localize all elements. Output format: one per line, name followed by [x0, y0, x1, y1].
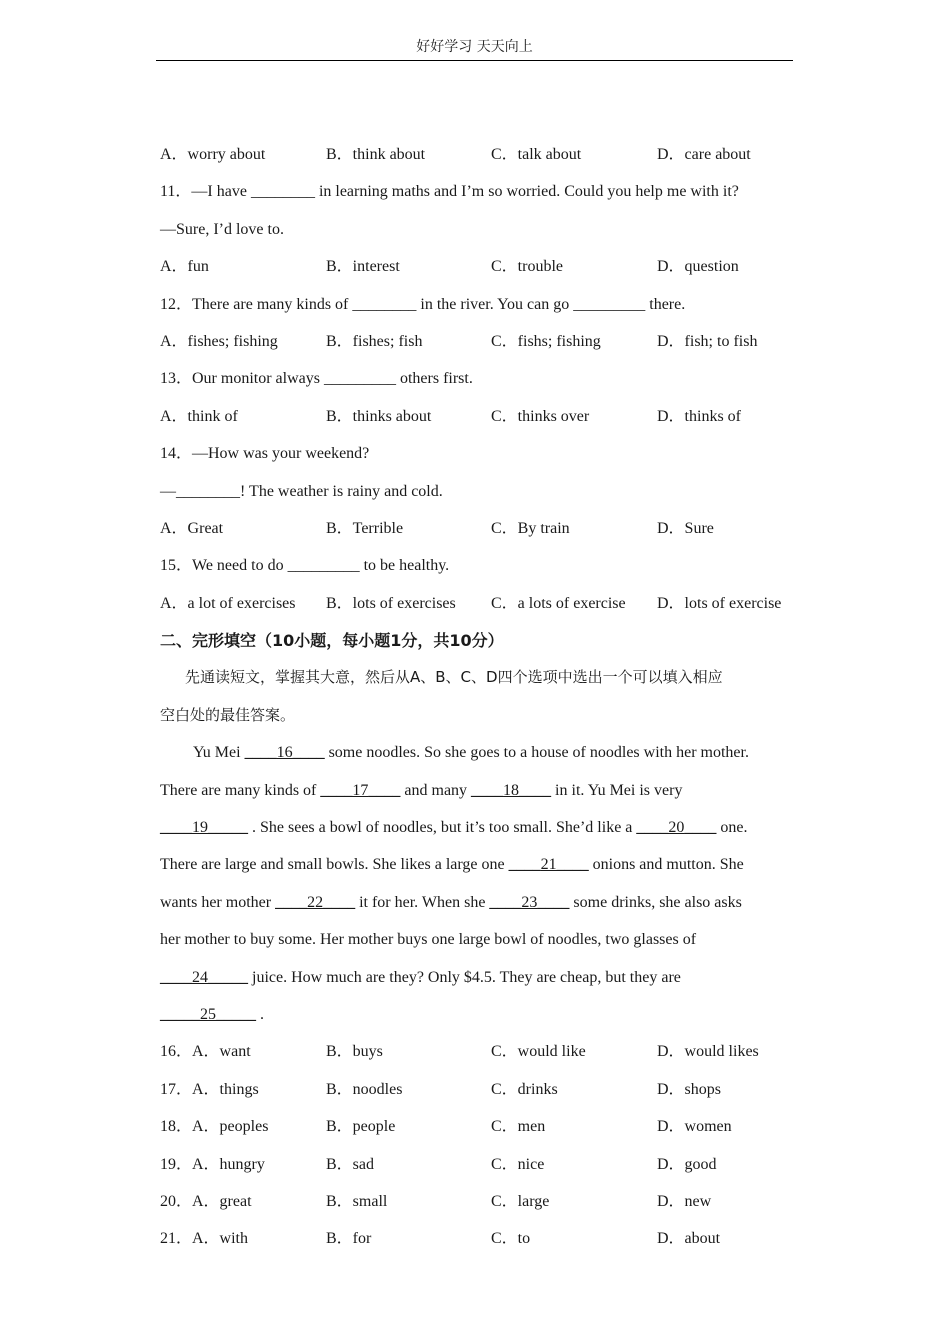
option-a: 20．A．great [160, 1192, 252, 1210]
section-instruction: 先通读短文，掌握其大意，然后从A、B、C、D四个选项中选出一个可以填入相应 [185, 668, 723, 687]
header-divider [156, 60, 793, 61]
option-c: C．men [491, 1118, 546, 1136]
passage-line [160, 884, 793, 921]
passage-text: onions and mutton. She [588, 856, 744, 874]
blank-number: 19 [192, 819, 208, 837]
q11-reply: —Sure, I’d love to. [160, 220, 284, 238]
option-b: B．noodles [326, 1080, 403, 1098]
option-c: C．drinks [491, 1080, 558, 1098]
passage-text: in it. Yu Mei is very [551, 781, 683, 799]
option-d: D．about [657, 1230, 721, 1248]
option-d: D．women [657, 1118, 732, 1136]
option-a: A．fishes; fishing [160, 332, 278, 350]
blank-18: ____18____ [471, 781, 552, 799]
q14-options [160, 510, 793, 547]
option-b: B．fishes; fish [326, 332, 423, 350]
passage-line [160, 734, 793, 771]
q11-options [160, 248, 793, 285]
option-c: C．nice [491, 1155, 545, 1173]
blank-number: 16 [276, 744, 293, 762]
passage-text: There are large and small bowls. She likes a large one [160, 856, 509, 874]
passage-line [160, 809, 793, 846]
blank-20: ____20____ [636, 819, 717, 837]
cloze-options-18 [160, 1108, 793, 1145]
option-a: 16．A．want [160, 1043, 251, 1061]
blank-23: ____23____ [489, 893, 570, 911]
option-c: C．would like [491, 1043, 586, 1061]
option-c: C．a lots of exercise [491, 594, 626, 612]
passage-line [160, 996, 793, 1033]
blank-number: 23 [521, 893, 538, 911]
option-a: A．think of [160, 407, 238, 425]
blank-24: ____24_____ [160, 968, 248, 986]
q13-stem: 13．Our monitor always _________ others first. [160, 370, 473, 388]
passage-text: Yu Mei [193, 744, 245, 762]
q11-stem: 11．—I have ________ in learning maths and I’m so worried. Could you help me with it? [160, 183, 739, 201]
option-d: D．Sure [657, 519, 714, 537]
option-b: B．buys [326, 1043, 383, 1061]
section-instruction-cont: 空白处的最佳答案。 [160, 705, 296, 724]
option-a: A．worry about [160, 146, 266, 163]
blank-19: ____19_____ [160, 819, 248, 837]
q12-stem: 12．There are many kinds of ________ in the river. You can go _________ there. [160, 295, 686, 313]
option-b: B．Terrible [326, 519, 404, 537]
cloze-options-16 [160, 1033, 793, 1070]
q14-stem: 14．—How was your weekend? [160, 445, 370, 463]
q10-options [160, 136, 793, 173]
passage-text: it for her. When she [355, 893, 490, 911]
page-header: 好好学习 天天向上 [416, 39, 533, 55]
option-c: C．fishs; fishing [491, 332, 601, 350]
passage-text: juice. How much are they? Only $4.5. They are cheap, but they are [248, 968, 681, 986]
option-b: B．people [326, 1118, 396, 1136]
option-a: A．fun [160, 258, 209, 276]
passage-text: some noodles. So she goes to a house of noodles with her mother. [324, 744, 749, 762]
cloze-options-19 [160, 1146, 793, 1183]
blank-number: 25 [200, 1005, 216, 1023]
blank-number: 24 [192, 968, 208, 986]
option-c: C．large [491, 1192, 550, 1210]
passage-line [160, 772, 793, 809]
blank-16: ____16____ [244, 744, 325, 762]
option-b: B．small [326, 1192, 388, 1210]
option-d: D．would likes [657, 1043, 759, 1061]
option-d: D．care about [657, 146, 751, 163]
option-d: D．good [657, 1155, 717, 1173]
blank-25: _____25_____ [160, 1005, 256, 1023]
blank-number: 17 [352, 781, 369, 799]
option-b: B．thinks about [326, 407, 432, 425]
option-a: 18．A．peoples [160, 1118, 269, 1136]
passage-text: There are many kinds of [160, 781, 321, 799]
blank-21: ____21____ [508, 856, 589, 874]
option-d: D．fish; to fish [657, 332, 758, 350]
blank-number: 21 [540, 856, 557, 874]
passage-text: wants her mother [160, 893, 276, 911]
blank-number: 18 [503, 781, 520, 799]
option-c: C．trouble [491, 258, 563, 276]
q14-reply: —________! The weather is rainy and cold. [160, 482, 443, 500]
cloze-options-20 [160, 1183, 793, 1220]
option-a: 21．A．with [160, 1230, 249, 1248]
option-d: D．shops [657, 1080, 722, 1098]
option-d: D．lots of exercise [657, 594, 782, 612]
blank-number: 22 [307, 893, 324, 911]
passage-text: one. [716, 819, 748, 837]
cloze-options-21 [160, 1220, 793, 1257]
option-a: A．Great [160, 519, 224, 537]
blank-17: ____17____ [320, 781, 401, 799]
option-b: B．lots of exercises [326, 594, 456, 612]
option-b: B．interest [326, 258, 400, 276]
q12-options [160, 323, 793, 360]
option-d: D．new [657, 1192, 712, 1210]
cloze-options-17 [160, 1071, 793, 1108]
passage-line [160, 846, 793, 883]
option-b: B．sad [326, 1155, 375, 1173]
passage-line: her mother to buy some. Her mother buys one large bowl of noodles, two glasses of [160, 931, 697, 949]
option-a: 17．A．things [160, 1080, 259, 1098]
option-c: C．thinks over [491, 407, 590, 425]
passage-text: . [256, 1005, 264, 1023]
option-d: D．question [657, 258, 739, 276]
worksheet-content [160, 136, 793, 1258]
option-c: C．talk about [491, 146, 582, 163]
option-a: 19．A．hungry [160, 1155, 265, 1173]
option-b: B．for [326, 1230, 372, 1248]
blank-22: ____22____ [275, 893, 356, 911]
option-a: A．a lot of exercises [160, 594, 296, 612]
q15-stem: 15．We need to do _________ to be healthy. [160, 557, 450, 575]
passage-line [160, 959, 793, 996]
passage-text: some drinks, she also asks [569, 893, 742, 911]
option-c: C．By train [491, 519, 570, 537]
option-b: B．think about [326, 146, 426, 163]
section-title: 二、完形填空（10小题，每小题1分，共10分） [160, 631, 504, 651]
q15-options [160, 585, 793, 622]
blank-number: 20 [668, 819, 685, 837]
option-d: D．thinks of [657, 407, 742, 425]
passage-text: and many [400, 781, 472, 799]
passage-text: . She sees a bowl of noodles, but it’s too small. She’d like a [248, 819, 637, 837]
option-c: C．to [491, 1230, 531, 1248]
q13-options [160, 398, 793, 435]
